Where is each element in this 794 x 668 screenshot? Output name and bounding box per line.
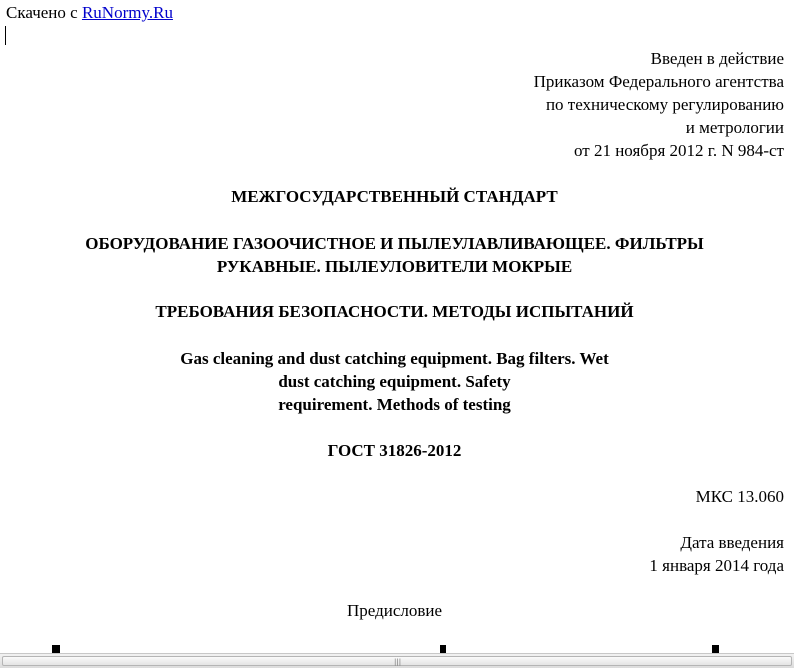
enactment-line: Приказом Федерального агентства xyxy=(533,72,784,91)
gost-number-text: ГОСТ 31826-2012 xyxy=(327,441,462,460)
download-source-line xyxy=(6,3,173,23)
title-english xyxy=(0,347,789,416)
standard-kind-text: МЕЖГОСУДАРСТВЕННЫЙ СТАНДАРТ xyxy=(231,187,558,206)
title-english-line: Gas cleaning and dust catching equipment. Bag filters. Wet xyxy=(180,349,609,368)
enactment-note xyxy=(534,47,784,162)
mks-code xyxy=(696,485,784,508)
text-cursor xyxy=(5,26,6,45)
title-english-line: dust catching equipment. Safety xyxy=(278,372,511,391)
source-link[interactable]: RuNormy.Ru xyxy=(81,3,173,22)
scrollbar-thumb[interactable] xyxy=(2,656,792,666)
subtitle-russian-text: ТРЕБОВАНИЯ БЕЗОПАСНОСТИ. МЕТОДЫ ИСПЫТАНИЙ xyxy=(155,302,634,321)
gost-number xyxy=(0,439,789,462)
standard-kind-heading xyxy=(0,185,789,208)
scrollbar-grip-icon: ||| xyxy=(394,658,402,666)
introduction-date-value: 1 января 2014 года xyxy=(649,556,784,575)
introduction-date xyxy=(649,531,784,577)
downloaded-prefix: Скачено с xyxy=(6,3,78,22)
title-english-line: requirement. Methods of testing xyxy=(278,395,511,414)
enactment-line: по техническому регулированию xyxy=(545,95,784,114)
introduction-date-label: Дата введения xyxy=(680,533,784,552)
clipped-text-line xyxy=(0,643,794,653)
title-russian-line: РУКАВНЫЕ. ПЫЛЕУЛОВИТЕЛИ МОКРЫЕ xyxy=(216,257,573,276)
horizontal-scrollbar[interactable] xyxy=(0,653,794,668)
enactment-line: и метрологии xyxy=(685,118,784,137)
preface-heading: Предисловие xyxy=(346,601,443,620)
subtitle-russian xyxy=(0,300,789,323)
enactment-line: от 21 ноября 2012 г. N 984-ст xyxy=(574,141,784,160)
title-russian-line: ОБОРУДОВАНИЕ ГАЗООЧИСТНОЕ И ПЫЛЕУЛАВЛИВАЮЩЕЕ. ФИЛЬТРЫ xyxy=(85,234,704,253)
enactment-line: Введен в действие xyxy=(650,49,784,68)
mks-code-text: МКС 13.060 xyxy=(695,487,784,506)
title-russian xyxy=(0,232,789,278)
